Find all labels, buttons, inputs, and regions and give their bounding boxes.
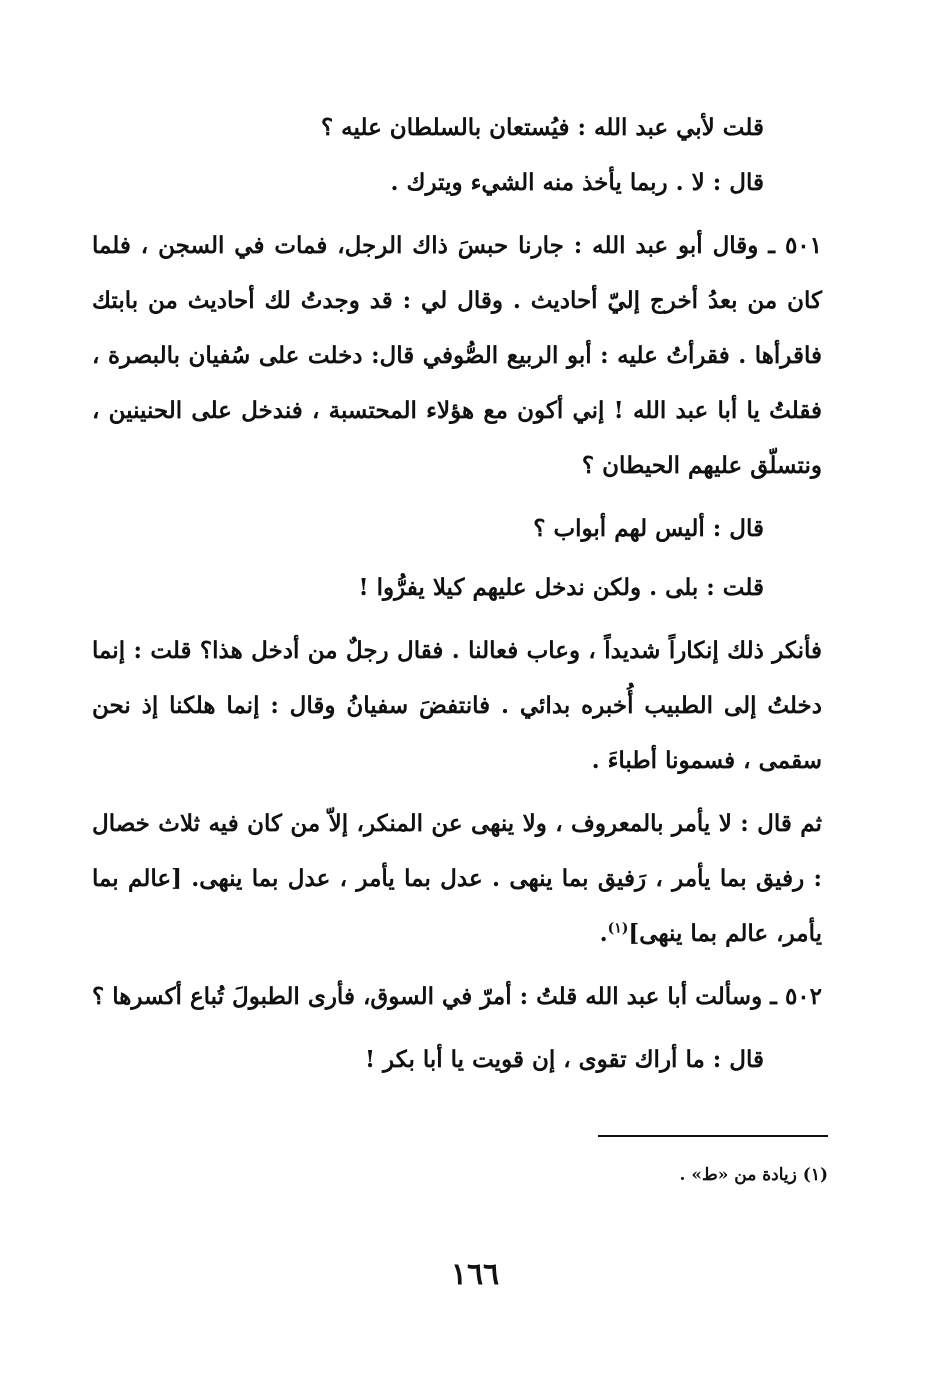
footnote: (١) زيادة من «ط» . xyxy=(679,1165,828,1185)
three-traits-text: ثم قال : لا يأمر بالمعروف ، ولا ينهى عن المنكر، إلاّ من كان فيه ثلاث خصال : رفيق بما يأمر ، رَفيق بما ينهى . عدل بما يأمر ، عدل بما ينهى. [عالم بما يأمر، عالم بما ينهى] xyxy=(92,810,822,947)
paragraph-501: ٥٠١ ـ وقال أبو عبد الله : جارنا حبسَ ذاك الرجل، فمات في السجن ، فلما كان من بعدُ أخرج إليّ أحاديث . وقال لي : قد وجدتُ لك أحاديث من بابتك فاقرأها . فقرأتُ عليه : أبو الربيع الصُّوفي قال: دخلت على سُفيان بالبصرة ، فقلتُ يا أبا عبد الله ! إني أكون مع هؤلاء المحتسبة ، فندخل على الحنينين ، ونتسلّق عليهم الحيطان ؟ xyxy=(92,232,822,479)
paragraph-final-answer: قال : ما أراك تقوى ، إن قويت يا أبا بكر ! xyxy=(364,1046,764,1073)
paragraph-doors-question: قال : أليس لهم أبواب ؟ xyxy=(533,515,764,542)
paragraph-physician: فأنكر ذلك إنكاراً شديداً ، وعاب فعالنا . فقال رجلٌ من أدخل هذا؟ قلت : إنما دخلتُ إلى الطبيب أُخبره بدائي . فانتفضَ سفيانُ وقال : إنما هلكنا إذ نحن سقمى ، فسمونا أطباءَ . xyxy=(92,637,822,774)
page-number: ١٦٦ xyxy=(450,1257,500,1292)
paragraph-doors-answer: قلت : بلى . ولكن ندخل عليهم كيلا يفرُّوا ! xyxy=(358,574,764,601)
paragraph-answer-sultan: قال : لا . ربما يأخذ منه الشيء ويترك . xyxy=(390,169,764,196)
footnote-reference: (١) xyxy=(607,920,629,937)
three-traits-end: . xyxy=(599,920,608,947)
paragraph-three-traits xyxy=(92,796,822,961)
footnote-divider xyxy=(598,1135,828,1137)
body-text xyxy=(92,100,822,1087)
paragraph-502: ٥٠٢ ـ وسألت أبا عبد الله قلتُ : أمرّ في السوق، فأرى الطبولَ تُباع أكسرها ؟ xyxy=(92,983,822,1010)
paragraph-question-sultan: قلت لأبي عبد الله : فيُستعان بالسلطان عليه ؟ xyxy=(320,114,764,141)
